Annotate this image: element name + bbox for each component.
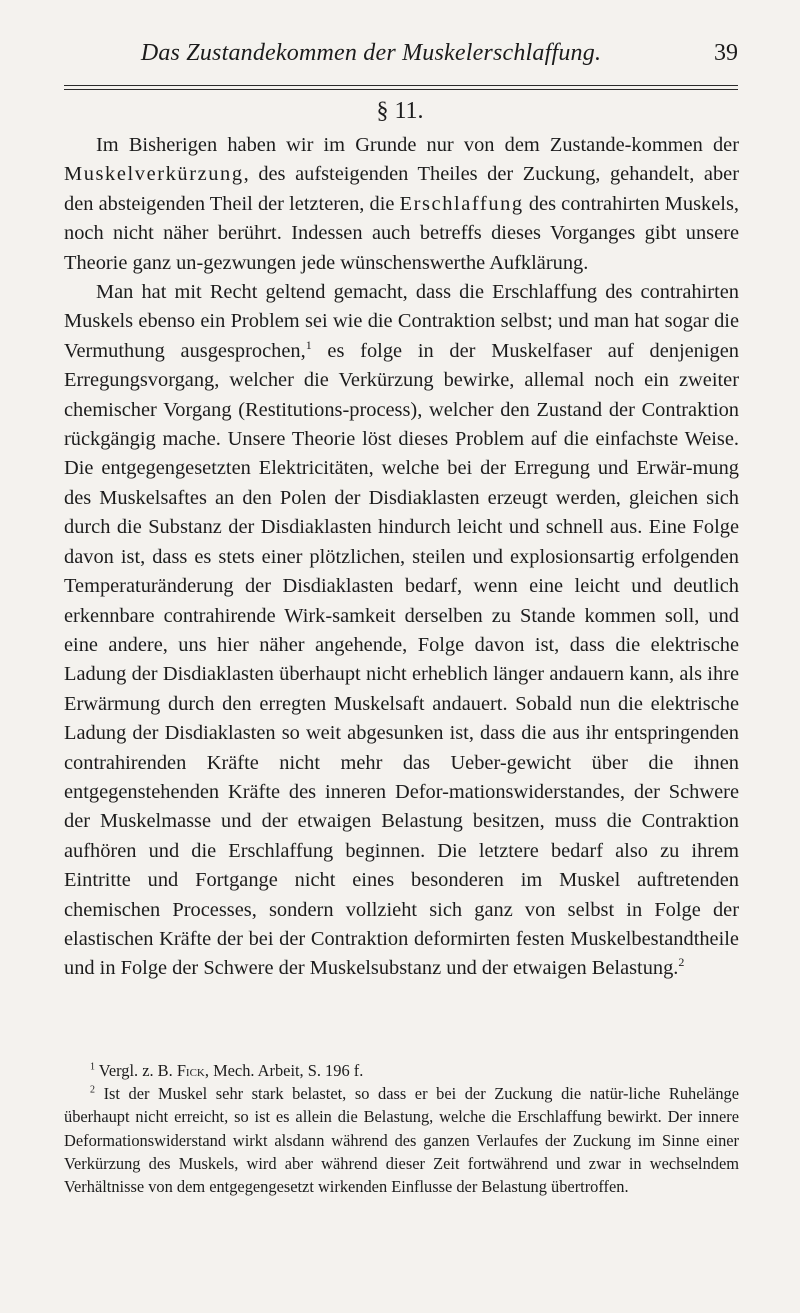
emphasis-muskelverkuerzung: Muskelverkürzung (64, 163, 244, 186)
footnote-2-text: Ist der Muskel sehr stark belastet, so dass er bei der Zuckung die natür-liche Ruhelänge überhaupt nicht erreicht, so ist es allein die Belastung, welche die Erschlaffung bewirkt. Der innere Deformationswiderstand wirkt alsdann während des ganzen Verlaufes der Zuckung im Sinne einer Verkürzung des Muskels, wird aber während dieser Zeit fortwährend und zwar in wechselndem Verhältnisse von dem entgegengesetzt wirkenden Einflusse der Belastung übertroffen. (64, 1084, 739, 1197)
header-rule-bottom (64, 89, 738, 90)
footnotes (64, 1059, 739, 1198)
footnote-1-mark: 1 (90, 1061, 95, 1073)
body-text (64, 131, 739, 984)
paragraph-1-text-e: des contrahirten Muskels, noch nicht näher berührt. Indessen auch betreffs dieses Vorganges gibt unsere Theorie ganz un-gezwungen jede wünschenswerthe Aufklärung. (64, 192, 739, 274)
footnote-1-text-a: Vergl. z. B. (95, 1061, 177, 1080)
paragraph-1-text-c: , des aufsteigenden Theiles der Zuckung, gehandelt, aber den absteigenden Theil der letzteren, die (64, 163, 739, 215)
section-heading: § 11. (376, 98, 424, 124)
footnote-1-text-b: , Mech. Arbeit, S. 196 f. (204, 1061, 364, 1080)
running-title: Das Zustandekommen der Muskelerschlaffung. (140, 40, 602, 66)
paragraph-1-text-a: Im Bisherigen haben wir im Grunde nur von dem Zustande-kommen der (96, 134, 739, 156)
footnote-2-mark: 2 (90, 1084, 95, 1096)
paragraph-1 (64, 131, 739, 278)
footnote-2 (64, 1082, 739, 1198)
paragraph-2-text-b: es folge in der Muskelfaser auf denjenigen Erregungsvorgang, welcher die Verkürzung bewirke, allemal noch ein zweiter chemischer Vorgang (Restitutions-process), welcher den Zustand der Contraktion rückgängig mache. Unsere Theorie löst dieses Problem auf die einfachste Weise. Die entgegengesetzten Elektricitäten, welche bei der Erregung und Erwär-mung des Muskelsaftes an den Polen der Disdiaklasten erzeugt werden, gleichen sich durch die Substanz der Disdiaklasten hindurch leicht und schnell aus. Eine Folge davon ist, dass es stets einer plötzlichen, steilen und explosionsartig erfolgenden Temperaturänderung der Disdiaklasten bedarf, wenn eine leicht und deutlich erkennbare contrahirende Wirk-samkeit derselben zu Stande kommen soll, und eine andere, uns hier näher angehende, Folge davon ist, dass die elektrische Ladung der Disdiaklasten überhaupt nicht erheblich länger andauern kann, als ihre Erwärmung durch den erregten Muskelsaft andauert. Sobald nun die elektrische Ladung der Disdiaklasten so weit abgesunken ist, dass die aus ihr entspringenden contrahirenden Kräfte nicht mehr das Ueber-gewicht über die ihnen entgegenstehenden Kräfte des inneren Defor-mationswiderstandes, der Schwere der Muskelmasse und der etwaigen Belastung besitzen, muss die Contraktion aufhören und die Erschlaffung beginnen. Die letztere bedarf also zu ihrem Eintritte und Fortgange nicht eines besonderen im Muskel auftretenden chemischen Processes, sondern vollzieht sich ganz von selbst in Folge der elastischen Kräfte der bei der Contraktion deformirten festen Muskelbestandtheile und in Folge der Schwere der Muskelsubstanz und der etwaigen Belastung. (64, 339, 739, 980)
footnote-ref-2[interactable]: 2 (678, 955, 685, 970)
header-rule-top (64, 85, 738, 86)
footnote-ref-1[interactable]: 1 (305, 338, 312, 353)
footnote-1-author: Fick (176, 1061, 205, 1080)
emphasis-erschlaffung: Erschlaffung (399, 192, 524, 215)
page-number: 39 (714, 40, 738, 66)
paragraph-2-text-a: Man hat mit Recht geltend gemacht, dass die Erschlaffung des contrahirten Muskels ebenso ein Problem sei wie die Contraktion selbst; und man hat sogar die Vermuthung ausgesprochen, (64, 281, 739, 362)
paragraph-2 (64, 278, 739, 984)
running-header (64, 38, 738, 78)
footnote-1 (64, 1059, 739, 1082)
